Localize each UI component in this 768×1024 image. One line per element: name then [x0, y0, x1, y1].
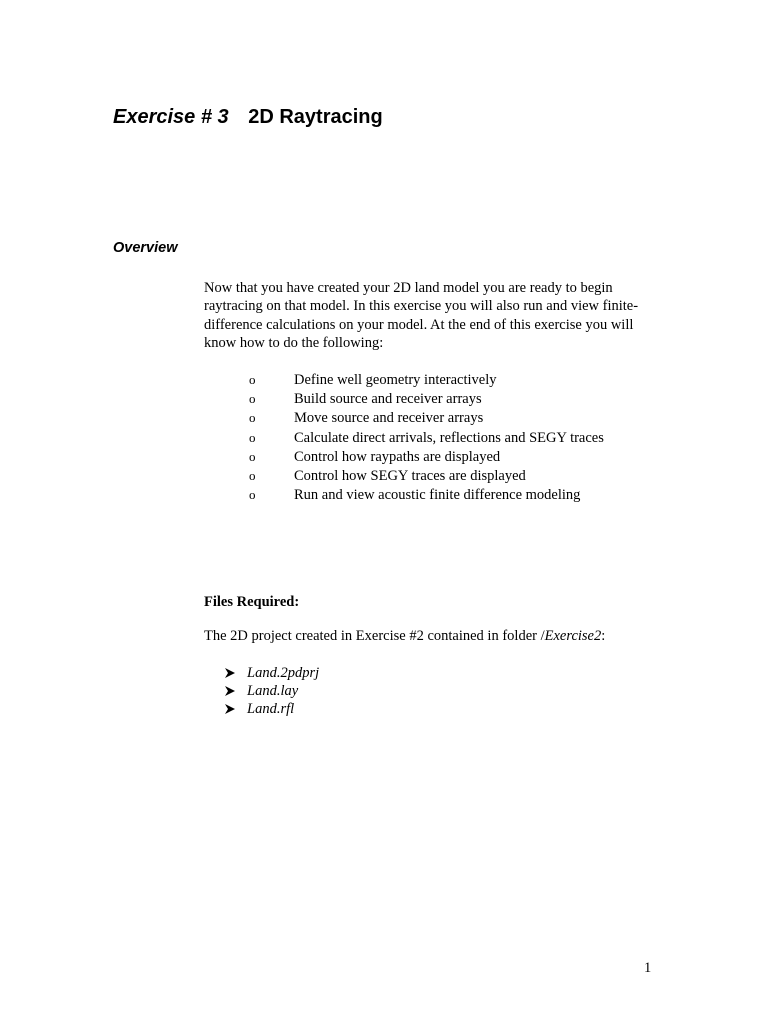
overview-heading: Overview	[113, 240, 178, 256]
list-item	[249, 389, 604, 408]
list-item-text: Run and view acoustic finite difference modeling	[294, 487, 581, 504]
list-item-text: Move source and receiver arrays	[294, 410, 484, 427]
circle-bullet-icon: o	[249, 467, 256, 483]
page-title	[113, 106, 383, 129]
files-description	[204, 628, 605, 645]
list-item	[225, 700, 319, 718]
circle-bullet-icon: o	[249, 391, 256, 407]
arrowhead-bullet-icon	[225, 686, 235, 696]
list-item	[225, 664, 319, 682]
arrowhead-bullet-icon	[225, 668, 235, 678]
file-list	[225, 664, 319, 718]
arrowhead-bullet-icon	[225, 704, 235, 714]
list-item	[249, 370, 604, 389]
list-item-text: Define well geometry interactively	[294, 372, 497, 388]
folder-name: Exercise2	[544, 628, 602, 644]
exercise-number: Exercise # 3	[113, 106, 229, 128]
overview-paragraph: Now that you have created your 2D land model you are ready to begin raytracing on that model. In this exercise you will also run and view finite-difference calculations on your model. At the end of this exercise you will know how to do the following:	[204, 280, 639, 351]
list-item	[249, 428, 604, 447]
list-item	[225, 682, 319, 700]
list-item	[249, 485, 604, 504]
list-item-text: Control how raypaths are displayed	[294, 448, 501, 465]
page-number: 1	[644, 960, 652, 976]
exercise-title: 2D Raytracing	[248, 106, 383, 128]
files-description-prefix: The 2D project created in Exercise #2 contained in folder /	[204, 628, 545, 644]
file-name: Land.2pdprj	[247, 665, 320, 681]
list-item	[249, 447, 604, 466]
circle-bullet-icon: o	[249, 448, 256, 464]
circle-bullet-icon: o	[249, 429, 256, 445]
file-name: Land.rfl	[247, 701, 295, 717]
list-item-text: Build source and receiver arrays	[294, 391, 482, 408]
list-item	[249, 408, 604, 427]
objectives-list	[249, 370, 604, 504]
list-item-text: Calculate direct arrivals, reflections and SEGY traces	[294, 429, 604, 446]
circle-bullet-icon: o	[249, 487, 256, 503]
file-name: Land.lay	[247, 683, 299, 699]
list-item	[249, 466, 604, 485]
list-item-text: Control how SEGY traces are displayed	[294, 467, 526, 484]
files-required-heading: Files Required:	[204, 594, 300, 610]
files-description-suffix: :	[601, 628, 606, 644]
circle-bullet-icon: o	[249, 372, 256, 387]
circle-bullet-icon: o	[249, 410, 256, 426]
